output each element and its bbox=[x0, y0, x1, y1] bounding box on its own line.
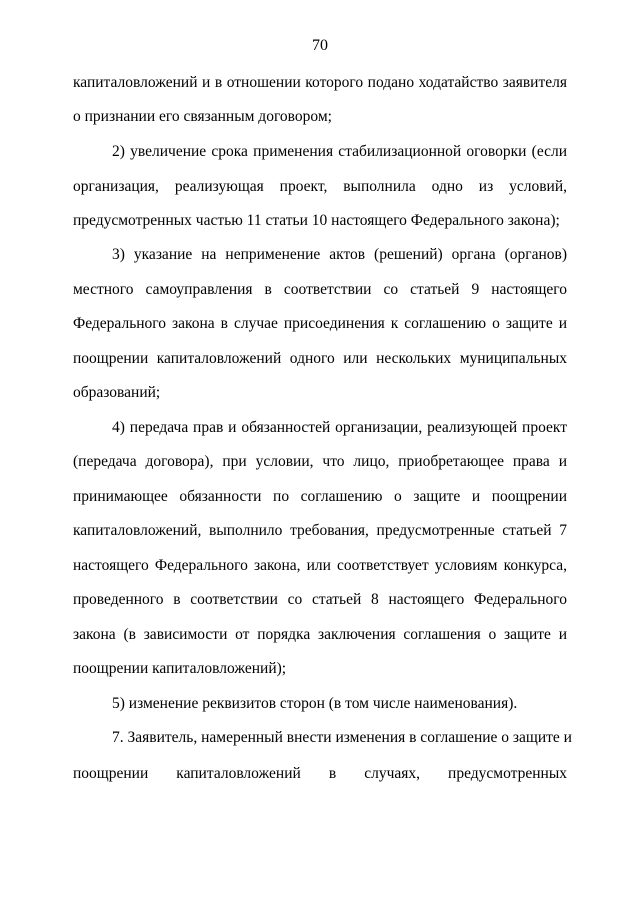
page-number: 70 bbox=[312, 37, 328, 54]
text-line: о признании его связанным договором; bbox=[73, 108, 332, 125]
text-line: поощрении капиталовложений); bbox=[73, 660, 287, 677]
text-line: поощрении капиталовложений в случаях, предусмотренных bbox=[73, 765, 567, 782]
paragraph-4-first-line: 4) передача прав и обязанностей организации, реализующей проект bbox=[112, 419, 567, 436]
paragraph-7-first-line: 7. Заявитель, намеренный внести изменения в соглашение о защите и bbox=[112, 729, 572, 746]
text-line: проведенного в соответствии со статьей 8 настоящего Федерального bbox=[73, 591, 567, 608]
text-line: капиталовложений и в отношении которого подано ходатайство заявителя bbox=[73, 74, 567, 91]
text-line: образований; bbox=[73, 384, 161, 401]
text-line: принимающее обязанности по соглашению о защите и поощрении bbox=[73, 488, 567, 505]
text-line: местного самоуправления в соответствии со статьей 9 настоящего bbox=[73, 281, 567, 298]
paragraph-3-first-line: 3) указание на неприменение актов (решений) органа (органов) bbox=[112, 246, 567, 263]
text-line: поощрении капиталовложений одного или нескольких муниципальных bbox=[73, 350, 567, 367]
text-line: предусмотренных частью 11 статьи 10 настоящего Федерального закона); bbox=[73, 212, 560, 229]
text-line: Федерального закона в случае присоединения к соглашению о защите и bbox=[73, 315, 567, 332]
text-line: капиталовложений, выполнило требования, предусмотренные статьей 7 bbox=[73, 522, 567, 539]
paragraph-5-line: 5) изменение реквизитов сторон (в том числе наименования). bbox=[112, 695, 518, 712]
text-line: настоящего Федерального закона, или соответствует условиям конкурса, bbox=[73, 557, 567, 574]
text-line: закона (в зависимости от порядка заключения соглашения о защите и bbox=[73, 626, 567, 643]
text-line: организация, реализующая проект, выполнила одно из условий, bbox=[73, 178, 567, 195]
text-line: (передача договора), при условии, что лицо, приобретающее права и bbox=[73, 453, 567, 470]
paragraph-2-first-line: 2) увеличение срока применения стабилизационной оговорки (если bbox=[112, 143, 567, 160]
